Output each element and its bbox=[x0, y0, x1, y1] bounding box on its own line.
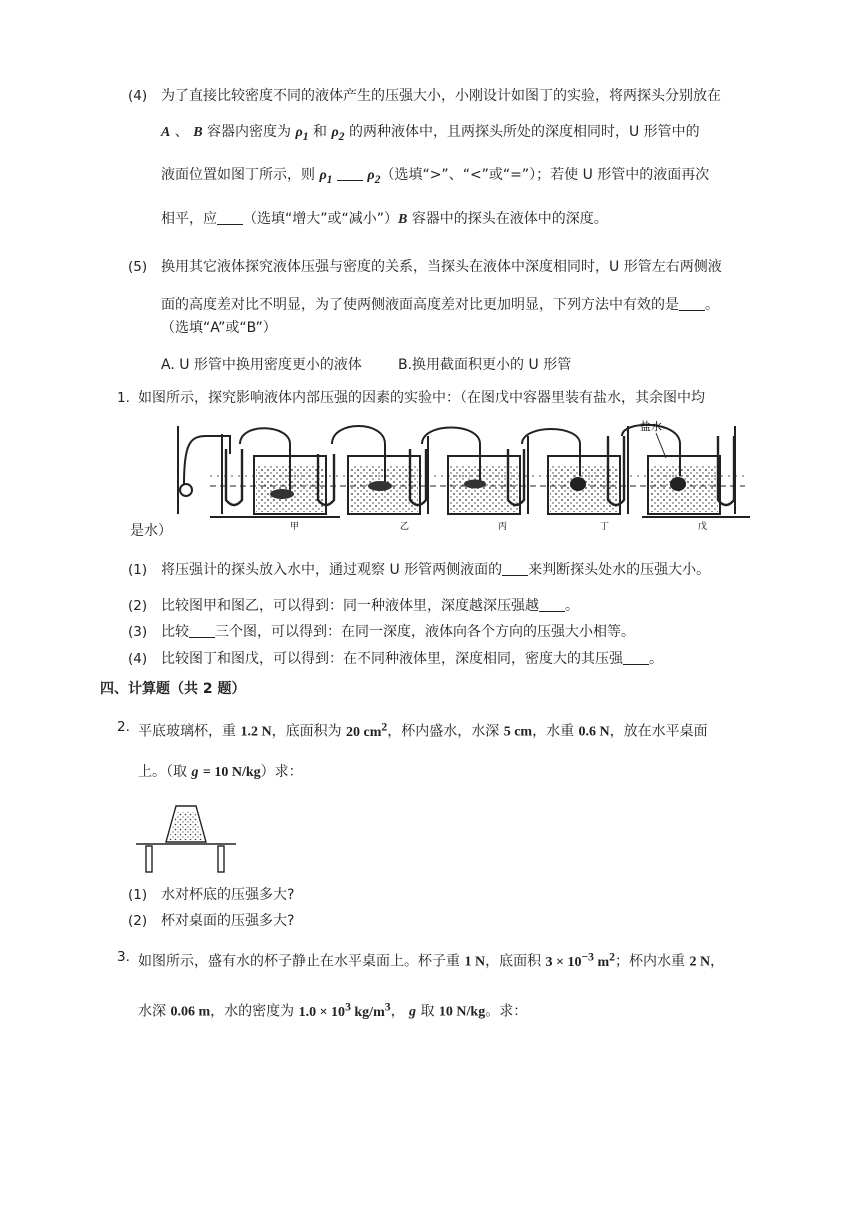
area: 3 × 10 bbox=[545, 954, 582, 970]
text: ，杯内盛水，水深 bbox=[387, 723, 500, 740]
text: 、 bbox=[174, 124, 189, 140]
p2-line1 bbox=[138, 717, 708, 743]
p1-s2-number: (2) bbox=[128, 598, 148, 614]
q5-line3: （选填“A”或“B”） bbox=[161, 320, 277, 336]
q5-line2 bbox=[161, 295, 719, 315]
p1-s4-number: (4) bbox=[128, 651, 148, 667]
depth-value: 5 cm bbox=[503, 724, 533, 740]
q4-line4 bbox=[161, 209, 608, 230]
p1-number: 1. bbox=[117, 390, 130, 406]
rho: ρ bbox=[367, 168, 375, 183]
q4-line3 bbox=[161, 165, 709, 190]
p2-line2 bbox=[138, 762, 303, 783]
rho: 1.0 × 10 bbox=[298, 1004, 346, 1020]
area: 20 cm bbox=[346, 724, 382, 740]
area-value bbox=[346, 720, 388, 740]
text: 。 bbox=[705, 297, 719, 313]
p1-s3-number: (3) bbox=[128, 624, 148, 640]
text: ，水的密度为 bbox=[210, 1003, 295, 1020]
rho2 bbox=[331, 125, 345, 143]
q4-line2 bbox=[161, 122, 700, 147]
text: ， bbox=[390, 1003, 405, 1020]
var-B: B bbox=[193, 125, 203, 140]
q4-number: (4) bbox=[128, 88, 148, 104]
text: 。 bbox=[565, 598, 579, 614]
var-B: B bbox=[398, 212, 408, 227]
text: ， bbox=[710, 953, 725, 970]
text: ，底面积为 bbox=[271, 723, 342, 740]
sub: 1 bbox=[326, 172, 333, 186]
sub: 2 bbox=[338, 129, 345, 143]
text: 比较图丁和图戊，可以得到：在不同种液体里，深度相同，密度大的其压强 bbox=[161, 651, 623, 667]
fig-label-yi: 乙 bbox=[400, 522, 410, 530]
fig-label-bing: 丙 bbox=[498, 522, 508, 530]
glass-cup-figure bbox=[134, 798, 238, 874]
answer-blank[interactable] bbox=[623, 650, 649, 665]
fig-label-ding: 丁 bbox=[600, 522, 610, 530]
density-value bbox=[298, 1000, 391, 1020]
rho: ρ bbox=[331, 125, 339, 140]
p1-line1: 如图所示，探究影响液体内部压强的因素的实验中：（在图戊中容器里装有盐水，其余图中均 bbox=[138, 390, 705, 406]
q5-line1: 换用其它液体探究液体压强与密度的关系，当探头在液体中深度相同时，U 形管左右两侧液 bbox=[161, 259, 722, 275]
rho: ρ bbox=[319, 168, 327, 183]
set-ding bbox=[522, 426, 628, 514]
area-value bbox=[545, 950, 615, 970]
p2-s1-number: (1) bbox=[128, 887, 148, 903]
sup: −3 bbox=[581, 950, 594, 963]
salt-water-label: 盐水 bbox=[640, 420, 662, 433]
answer-blank[interactable] bbox=[337, 166, 363, 181]
p3-line2 bbox=[138, 997, 527, 1023]
sup: 2 bbox=[381, 720, 388, 733]
p1-s3 bbox=[161, 622, 635, 642]
var-g: g bbox=[191, 765, 199, 780]
weight-value: 1 N bbox=[464, 954, 486, 970]
p2-s2-number: (2) bbox=[128, 913, 148, 929]
text: 液面位置如图丁所示，则 bbox=[161, 167, 315, 183]
answer-blank[interactable] bbox=[217, 210, 243, 225]
text: （选填“>”、“<”或“=”）；若使 U 形管中的液面再次 bbox=[380, 167, 710, 183]
p2-s2: 杯对桌面的压强多大? bbox=[161, 913, 295, 929]
sup: 3 bbox=[384, 1000, 391, 1013]
p1-s4 bbox=[161, 649, 663, 669]
text: （选填“增大”或“减小”） bbox=[243, 211, 399, 227]
answer-blank[interactable] bbox=[539, 597, 565, 612]
p3-number: 3. bbox=[117, 949, 130, 965]
text: ；杯内水重 bbox=[615, 953, 685, 970]
text: 如图所示，盛有水的杯子静止在水平桌面上。杯子重 bbox=[138, 953, 460, 970]
sup: 2 bbox=[609, 950, 615, 963]
pressure-apparatus-figure bbox=[170, 414, 762, 530]
text: 和 bbox=[313, 124, 327, 140]
set-yi bbox=[318, 426, 428, 514]
p1-line2: 是水） bbox=[130, 523, 172, 539]
rho: ρ bbox=[295, 125, 303, 140]
text: ，放在水平桌面 bbox=[609, 723, 708, 740]
depth-value: 0.06 m bbox=[170, 1004, 211, 1020]
text: 比较 bbox=[161, 624, 189, 640]
p3-line1 bbox=[138, 947, 724, 973]
water-weight-value: 2 N bbox=[689, 954, 711, 970]
sub: 1 bbox=[302, 129, 309, 143]
text: ，底面积 bbox=[485, 953, 542, 970]
unit: m bbox=[597, 954, 610, 970]
answer-blank[interactable] bbox=[679, 296, 705, 311]
text: 。求： bbox=[485, 1003, 528, 1020]
text: 相平，应 bbox=[161, 211, 217, 227]
text: 来判断探头处水的压强大小。 bbox=[528, 562, 711, 578]
rho1 bbox=[295, 125, 309, 143]
var-g: g bbox=[409, 1004, 417, 1020]
text: 面的高度差对比不明显，为了使两侧液面高度差对比更加明显，下列方法中有效的是 bbox=[161, 297, 679, 313]
text: ，水重 bbox=[532, 723, 575, 740]
sup: 3 bbox=[345, 1000, 351, 1013]
g-value: 10 N/kg bbox=[438, 1004, 486, 1020]
text: ）求： bbox=[260, 764, 303, 780]
text: 平底玻璃杯，重 bbox=[138, 723, 236, 740]
text: 将压强计的探头放入水中，通过观察 U 形管两侧液面的 bbox=[161, 562, 503, 578]
p2-s1: 水对杯底的压强多大? bbox=[161, 887, 295, 903]
sub: 2 bbox=[374, 172, 381, 186]
text: 。 bbox=[649, 651, 663, 667]
q5-option-a: A. U 形管中换用密度更小的液体 bbox=[161, 357, 362, 373]
text: 三个图，可以得到：在同一深度，液体向各个方向的压强大小相等。 bbox=[215, 624, 635, 640]
q5-option-b: B.换用截面积更小的 U 形管 bbox=[398, 357, 572, 373]
set-bing bbox=[422, 428, 528, 515]
fig-label-jia: 甲 bbox=[290, 522, 300, 530]
section-heading: 四、计算题（共 2 题） bbox=[100, 681, 246, 697]
unit: kg/m bbox=[354, 1004, 385, 1020]
g-value: = 10 N/kg bbox=[202, 765, 261, 780]
var-A: A bbox=[161, 125, 171, 140]
text: 取 bbox=[420, 1003, 435, 1020]
text: 比较图甲和图乙，可以得到：同一种液体里，深度越深压强越 bbox=[161, 598, 539, 614]
q5-number: (5) bbox=[128, 259, 148, 275]
p1-s2 bbox=[161, 596, 579, 616]
p1-s1 bbox=[161, 560, 710, 580]
water-weight-value: 0.6 N bbox=[578, 724, 610, 740]
rho1 bbox=[319, 168, 333, 186]
rho2 bbox=[367, 168, 381, 186]
p2-number: 2. bbox=[117, 719, 130, 735]
text: 水深 bbox=[138, 1003, 166, 1020]
fig-label-wu: 戊 bbox=[698, 522, 708, 530]
text: 容器内密度为 bbox=[207, 124, 292, 140]
set-wu bbox=[622, 425, 750, 517]
text: 容器中的探头在液体中的深度。 bbox=[411, 211, 608, 227]
answer-blank[interactable] bbox=[189, 623, 215, 638]
p1-s1-number: (1) bbox=[128, 562, 148, 578]
text: 的两种液体中，且两探头所处的深度相同时，U 形管中的 bbox=[348, 124, 700, 140]
answer-blank[interactable] bbox=[502, 561, 528, 576]
text: 上。（取 bbox=[138, 764, 187, 780]
q4-line1: 为了直接比较密度不同的液体产生的压强大小，小刚设计如图丁的实验，将两探头分别放在 bbox=[161, 88, 721, 104]
weight-value: 1.2 N bbox=[240, 724, 272, 740]
